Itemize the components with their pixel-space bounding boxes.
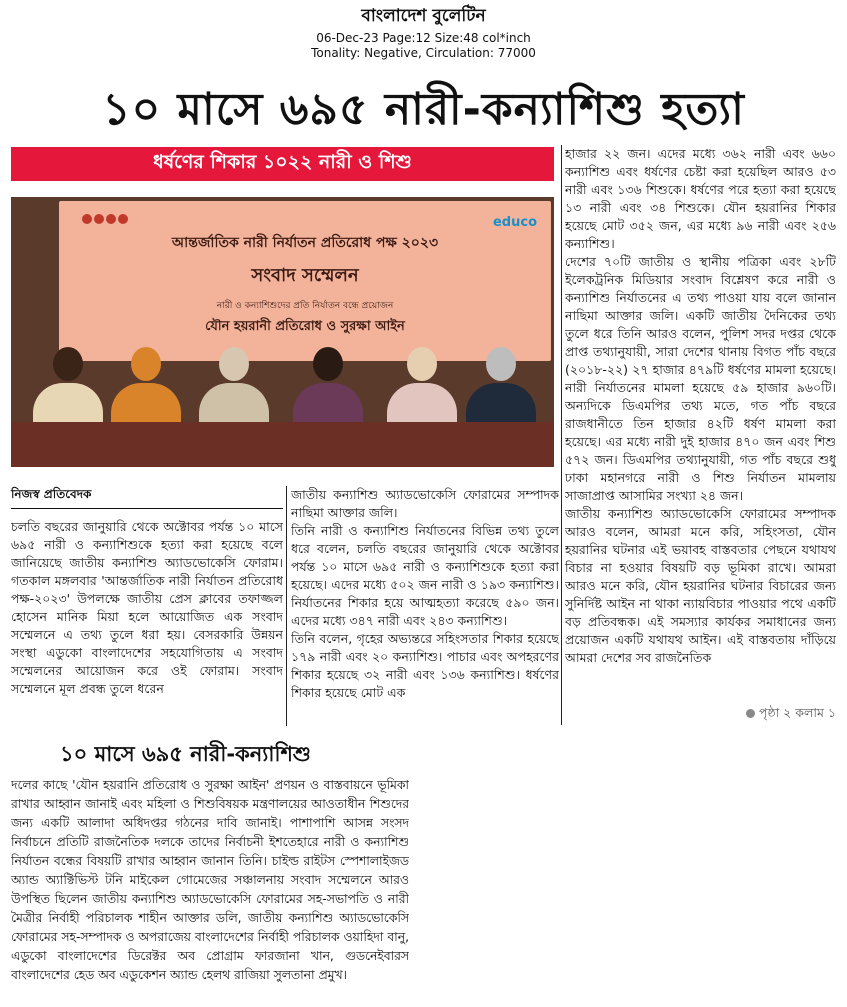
banner-law: যৌন হয়রানী প্রতিরোধ ও সুরক্ষা আইন bbox=[205, 319, 405, 334]
jump-body bbox=[11, 776, 409, 996]
event-banner bbox=[59, 201, 551, 361]
educo-logo: educo bbox=[492, 215, 537, 230]
conference-table bbox=[11, 422, 554, 467]
banner-subtitle: নারী ও কন্যাশিশুদের প্রতি নির্যাতন বন্ধে প্রয়োজন bbox=[216, 301, 394, 311]
clipping-meta-date: 06-Dec-23 Page:12 Size:48 col*inch bbox=[316, 31, 531, 45]
byline: নিজস্ব প্রতিবেদক bbox=[11, 486, 283, 509]
continued-text: পৃষ্ঠা ২ কলাম ১ bbox=[758, 705, 836, 720]
article-column-3 bbox=[565, 145, 836, 725]
subheadline-banner bbox=[11, 147, 554, 181]
paragraph: দেশের ৭০টি জাতীয় ও স্থানীয় পত্রিকা এবং ২৮টি ইলেকট্রনিক মিডিয়ার সংবাদ বিশ্লেষণ করে নারী ও কন্যাশিশু নির্যাতনের এ তথ্য পাওয়া যায় বলে জানান নাছিমা আক্তার জলি। একটি জাতীয় দৈনিকের তথ্য তুলে ধরে তিনি আরও বলেন, পুলিশ সদর দপ্তর থেকে প্রাপ্ত তথ্যানুযায়ী, সারা দেশের থানায় বিগত পাঁচ বছরে (২০১৮-২২) ২৭ হাজার ৪৭৯টি ধর্ষণের মামলা হয়েছে। নারী নির্যাতনের মামলা হয়েছে ৫৯ হাজার ৯৬০টি। অন্যদিকে ডিএমপির তথ্য মতে, গত পাঁচ বছরে রাজধানীতে তিন হাজার ৪২টি ধর্ষণ মামলা করা হয়েছে। এর মধ্যে নারী দুই হাজার ৪৭০ জন এবং শিশু ৫৭২ জন। ডিএমপির তথ্যানুযায়ী, গত পাঁচ বছরে শুধু ঢাকা মহানগরে নারী ও শিশু নির্যাতন মামলায় সাজাপ্রাপ্ত আসামির সংখ্যা ২৪ জন। bbox=[565, 254, 836, 503]
continued-marker bbox=[730, 704, 836, 722]
paragraph: তিনি নারী ও কন্যাশিশু নির্যাতনের বিভিন্ন তথ্য তুলে ধরে বলেন, চলতি বছরের জানুয়ারি থেকে অক্টোবর পর্যন্ত ১০ মাসে ৬৯৫ নারী ও কন্যাশিশুকে হত্যা করা হয়েছে। এদের মধ্যে ৫০২ জন নারী ও ১৯৩ কন্যাশিশু। নির্যাতনের শিকার হয়ে আত্মহত্যা করেছে ৫৯০ জন। এদের মধ্যে ৩৪৭ নারী এবং ২৪৩ কন্যাশিশু। bbox=[291, 523, 559, 628]
publication-name: বাংলাদেশ বুলেটিন bbox=[361, 6, 486, 26]
article-column-1 bbox=[11, 518, 283, 728]
subheadline-text: ধর্ষণের শিকার ১০২২ নারী ও শিশু bbox=[153, 151, 412, 173]
panelist-1 bbox=[33, 347, 103, 429]
paragraph: জাতীয় কন্যাশিশু অ্যাডভোকেসি ফোরামের সম্পাদক নাছিমা আক্তার জলি। bbox=[291, 487, 559, 520]
bullet-icon bbox=[746, 709, 755, 718]
banner-event: সংবাদ সম্মেলন bbox=[251, 265, 359, 286]
clipping-meta-tonality: Tonality: Negative, Circulation: 77000 bbox=[311, 46, 536, 60]
paragraph: চলতি বছরের জানুয়ারি থেকে অক্টোবর পর্যন্ত ১০ মাসে ৬৯৫ নারী ও কন্যাশিশুকে হত্যা করা হয়েছে বলে জানিয়েছে জাতীয় কন্যাশিশু অ্যাডভোকেসি ফোরাম। গতকাল মঙ্গলবার 'আন্তর্জাতিক নারী নির্যাতন প্রতিরোধ পক্ষ-২০২৩' উপলক্ষে জাতীয় প্রেস ক্লাবের তফাজ্জল হোসেন মানিক মিয়া হলে আয়োজিত এক সংবাদ সম্মেলনে এ তথ্য তুলে ধরা হয়। বেসরকারি উন্নয়ন সংস্থা এডুকো বাংলাদেশের সহযোগিতায় এ সংবাদ সম্মেলনের আয়োজন করে ওই ফোরাম। সংবাদ সম্মেলনে মূল প্রবন্ধ তুলে ধরেন bbox=[11, 519, 283, 696]
paragraph: জাতীয় কন্যাশিশু অ্যাডভোকেসি ফোরামের সম্পাদক আরও বলেন, আমরা মনে করি, সহিংসতা, যৌন হয়রানির ঘটনার এই ভয়াবহ বাস্তবতার পেছনে যথাযথ বিচার না হওয়ার বিষয়টি বড় ভূমিকা রাখে। আমরা আরও মনে করি, যৌন হয়রানির ঘটনার বিচারের জন্য সুনির্দিষ্ট আইন না থাকা ন্যায়বিচার পাওয়ার পথে একটি বড় প্রতিবন্ধক। এই সমস্যার কার্যকর সমাধানের জন্য প্রয়োজন একটি যথাযথ আইন। এই বাস্তবতায় দাঁড়িয়ে আমরা দেশের সব রাজনৈতিক bbox=[565, 506, 836, 665]
paragraph: হাজার ২২ জন। এদের মধ্যে ৩৬২ নারী এবং ৬৬০ কন্যাশিশু এবং ধর্ষণের চেষ্টা করা হয়েছিল আরও ৫৩ নারী এবং ১৩৬ শিশুকে। ধর্ষণের পরে হত্যা করা হয়েছে ১৩ নারী এবং ৩৪ শিশুকে। যৌন হয়রানির শিকার হয়েছে মোট ৩৫২ জন, এর মধ্যে ৯৬ নারী এবং ২৫৬ কন্যাশিশু। bbox=[565, 146, 836, 251]
column-divider bbox=[561, 145, 562, 725]
panelist-4 bbox=[293, 347, 363, 429]
paragraph: তিনি বলেন, গৃহের অভ্যন্তরে সহিংসতার শিকার হয়েছে ১৭৯ নারী এবং ২০ কন্যাশিশু। পাচার এবং অপহরণের শিকার হয়েছে ৩২ নারী এবং ১৩৬ কন্যাশিশু। ধর্ষণের শিকার হয়েছে মোট এক bbox=[291, 631, 559, 700]
organization-logo-icon bbox=[77, 209, 137, 229]
banner-title: আন্তর্জাতিক নারী নির্যাতন প্রতিরোধ পক্ষ ২০২৩ bbox=[171, 235, 439, 251]
panelist-6 bbox=[466, 347, 536, 429]
panelist-5 bbox=[387, 347, 457, 429]
article-column-2 bbox=[291, 486, 559, 728]
panelist-2 bbox=[111, 347, 181, 429]
clipping-header bbox=[0, 0, 847, 66]
press-conference-photo bbox=[11, 197, 554, 467]
panelist-3 bbox=[199, 347, 269, 429]
paragraph: দলের কাছে 'যৌন হয়রানি প্রতিরোধ ও সুরক্ষা আইন' প্রণয়ন ও বাস্তবায়নে ভূমিকা রাখার আহ্বান জানাই এবং মহিলা ও শিশুবিষয়ক মন্ত্রণালয়ের আওতাধীন শিশুদের জন্য একটি আলাদা অধিদপ্তর গঠনের দাবি জানাই। পাশাপাশি আসন্ন সংসদ নির্বাচনে প্রতিটি রাজনৈতিক দলকে তাদের নির্বাচনী ইশতেহারে নারী ও কন্যাশিশু নির্যাতন বন্ধের বিষয়টি রাখার আহ্বান জানান তিনি। চাইল্ড রাইটস স্পেশালাইজড অ্যান্ড অ্যাক্টিভিস্ট টনি মাইকেল গোমেজের সঞ্চালনায় সংবাদ সম্মেলনে আরও উপস্থিত ছিলেন জাতীয় কন্যাশিশু অ্যাডভোকেসি ফোরামের সহ-সভাপতি ও নারী মৈত্রীর নির্বাহী পরিচালক শাহীন আক্তার ডলি, জাতীয় কন্যাশিশু অ্যাডভোকেসি ফোরামের সহ-সম্পাদক ও অপরাজেয় বাংলাদেশের নির্বাহী পরিচালক ওয়াহিদা বানু, এডুকো বাংলাদেশের ডিরেক্টর অব প্রোগ্রাম ফারজানা খান, গুডনেইবারস বাংলাদেশের হেড অব এডুকেশন অ্যান্ড হেলথ রাজিয়া সুলতানা প্রমুখ। bbox=[11, 778, 409, 982]
page-headline: ১০ মাসে ৬৯৫ নারী-কন্যাশিশু হত্যা bbox=[102, 84, 745, 135]
column-divider bbox=[286, 486, 287, 726]
jump-headline: ১০ মাসে ৬৯৫ নারী-কন্যাশিশু bbox=[60, 742, 311, 766]
